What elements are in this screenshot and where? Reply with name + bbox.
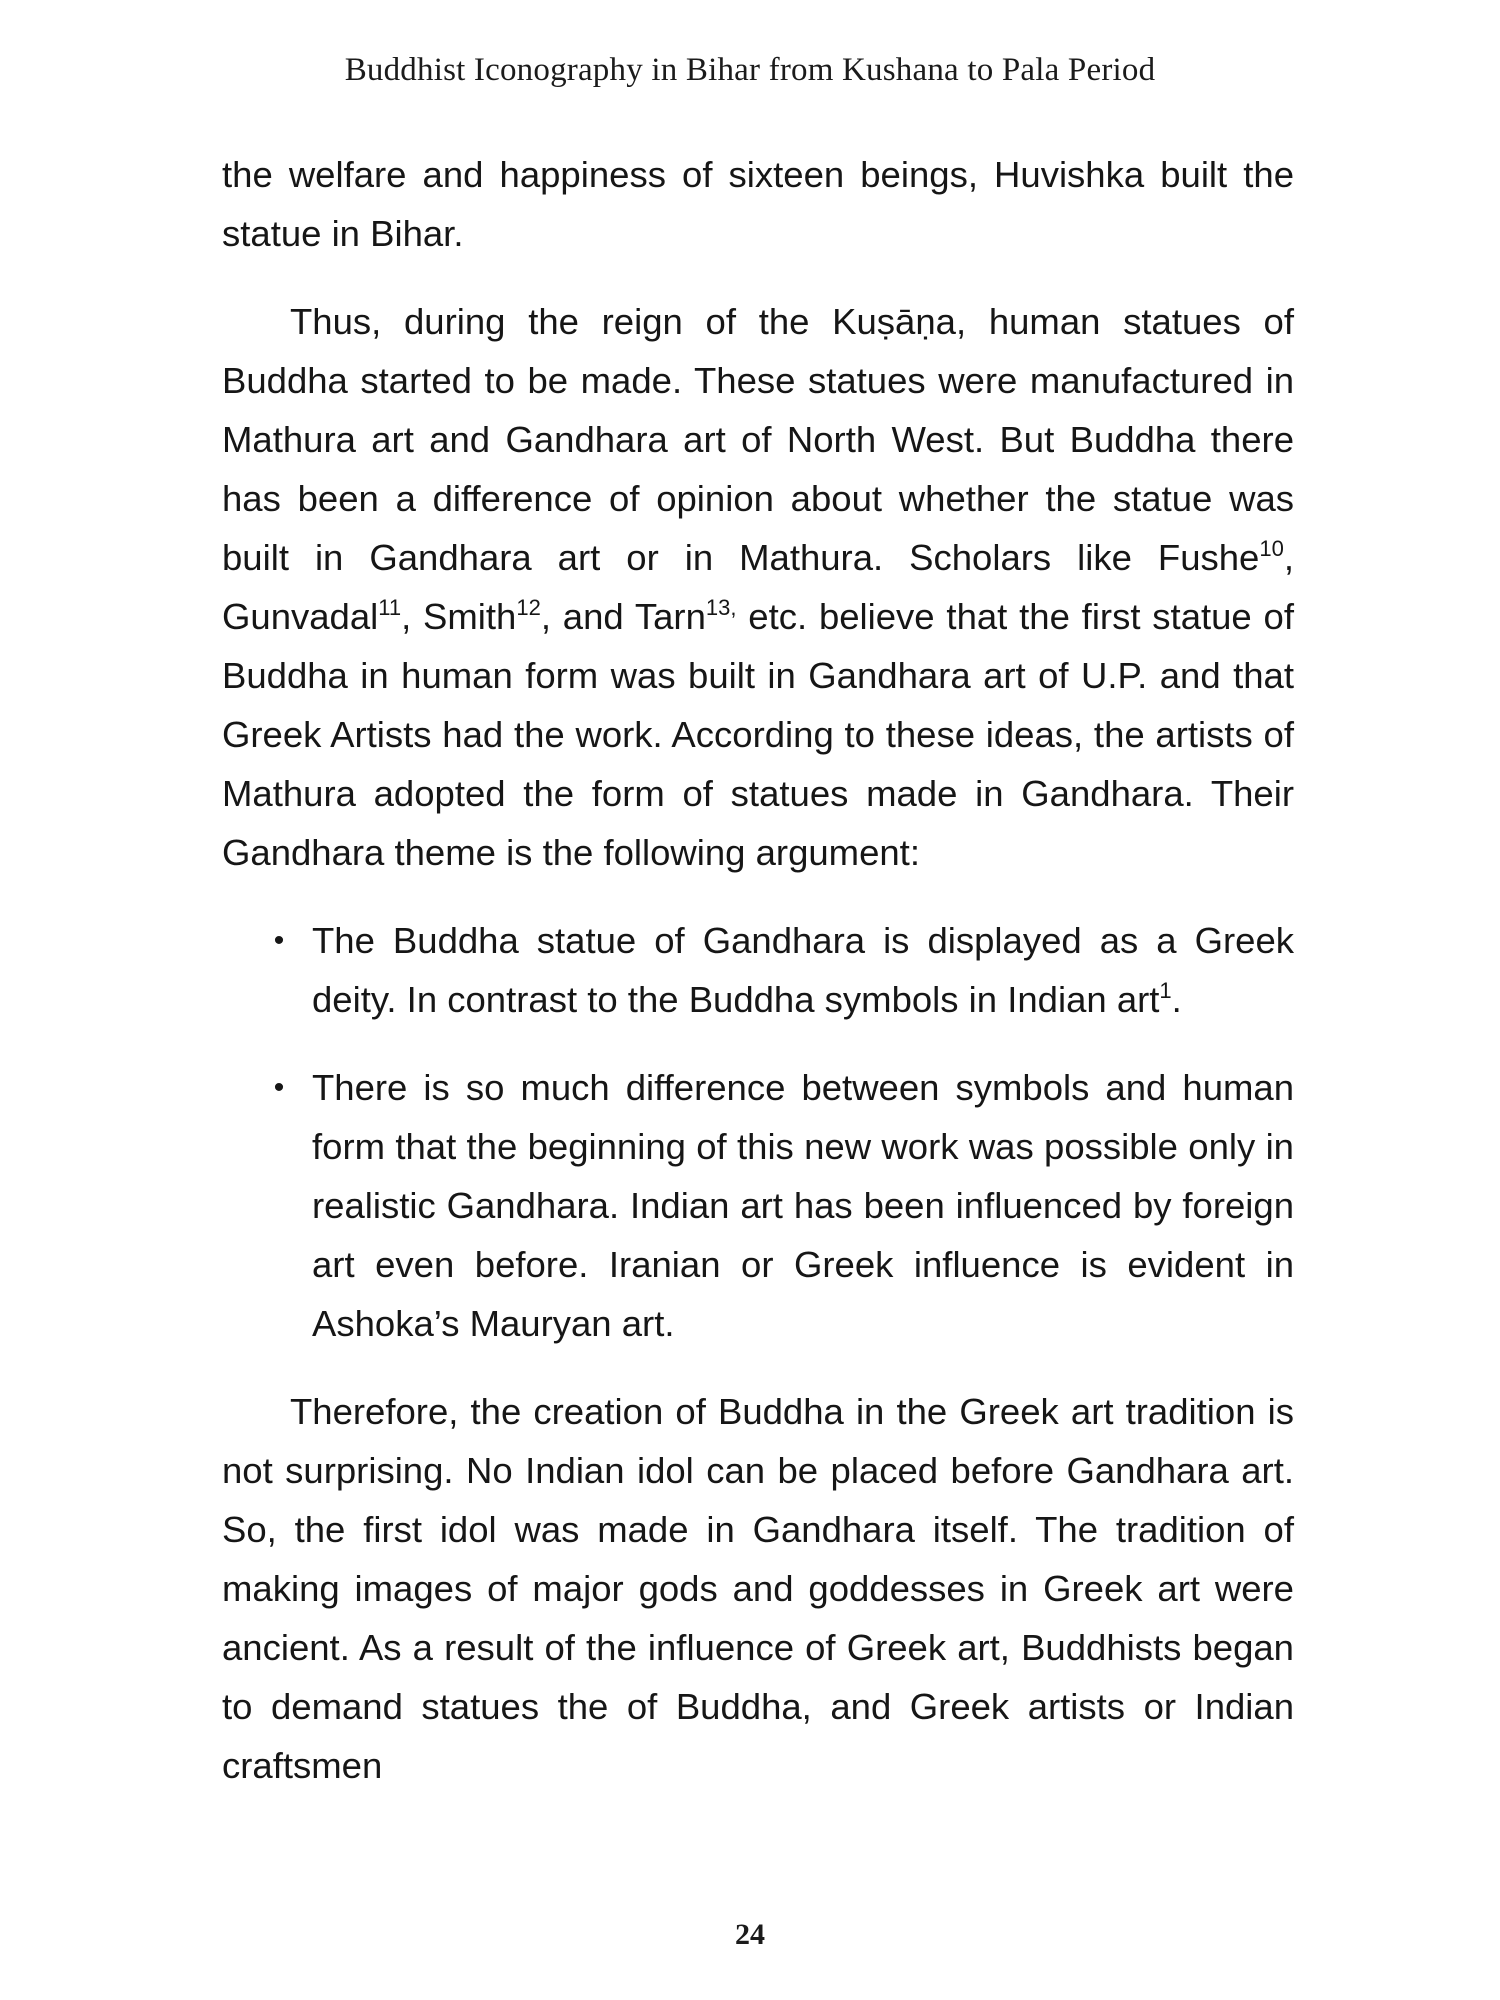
list-item-text: There is so much difference between symbols and human form that the beginning of this new work was possible only in realistic Gandhara. Indian art has been influenced by foreign art even before. Iranian or Greek influence is evident in Ashoka’s Mauryan art. [312, 1067, 1294, 1344]
list-item [273, 1058, 1294, 1353]
bullet-icon: • [273, 1071, 285, 1104]
paragraph-text: , and Tarn [540, 596, 706, 637]
paragraph-scholars [222, 292, 1294, 882]
paragraph-text: , Smith [401, 596, 517, 637]
list-item-text: The Buddha statue of Gandhara is displayed as a Greek deity. In contrast to the Buddha symbols in Indian art [312, 920, 1294, 1020]
footnote-ref: 10 [1259, 536, 1284, 561]
argument-list [222, 911, 1294, 1353]
paragraph-text: Thus, during the reign of the Kuṣāṇa, human statues of Buddha started to be made. These statues were manufactured in Mathura art and Gandhara art of North West. But Buddha there has been a difference of opinion about whether the statue was built in Gandhara art or in Mathura. Scholars like Fushe [222, 301, 1294, 578]
footnote-ref: 11 [378, 595, 402, 620]
running-header: Buddhist Iconography in Bihar from Kushana to Pala Period [344, 52, 1156, 88]
footnote-ref: 1 [1159, 978, 1172, 1003]
paragraph-text: , Gunvadal [222, 537, 1294, 637]
paragraph-continued: the welfare and happiness of sixteen beings, Huvishka built the statue in Bihar. [222, 154, 1294, 254]
body-text [222, 145, 1294, 1795]
paragraph-conclusion: Therefore, the creation of Buddha in the Greek art tradition is not surprising. No Indian idol can be placed before Gandhara art. So, the first idol was made in Gandhara itself. The tradition of making images of major gods and goddesses in Greek art were ancient. As a result of the influence of Greek art, Buddhists began to demand statues the of Buddha, and Greek artists or Indian craftsmen [222, 1391, 1294, 1786]
footnote-ref: 13, [705, 595, 737, 620]
page-number: 24 [735, 1918, 765, 1951]
list-item [273, 911, 1294, 1029]
list-item-text: . [1171, 979, 1182, 1020]
paragraph-text: etc. believe that the first statue of Buddha in human form was built in Gandhara art of U.P. and that Greek Artists had the work. According to these ideas, the artists of Mathura adopted the form of statues made in Gandhara. Their Gandhara theme is the following argument: [222, 596, 1294, 873]
footnote-ref: 12 [516, 595, 541, 620]
bullet-icon: • [273, 924, 285, 957]
